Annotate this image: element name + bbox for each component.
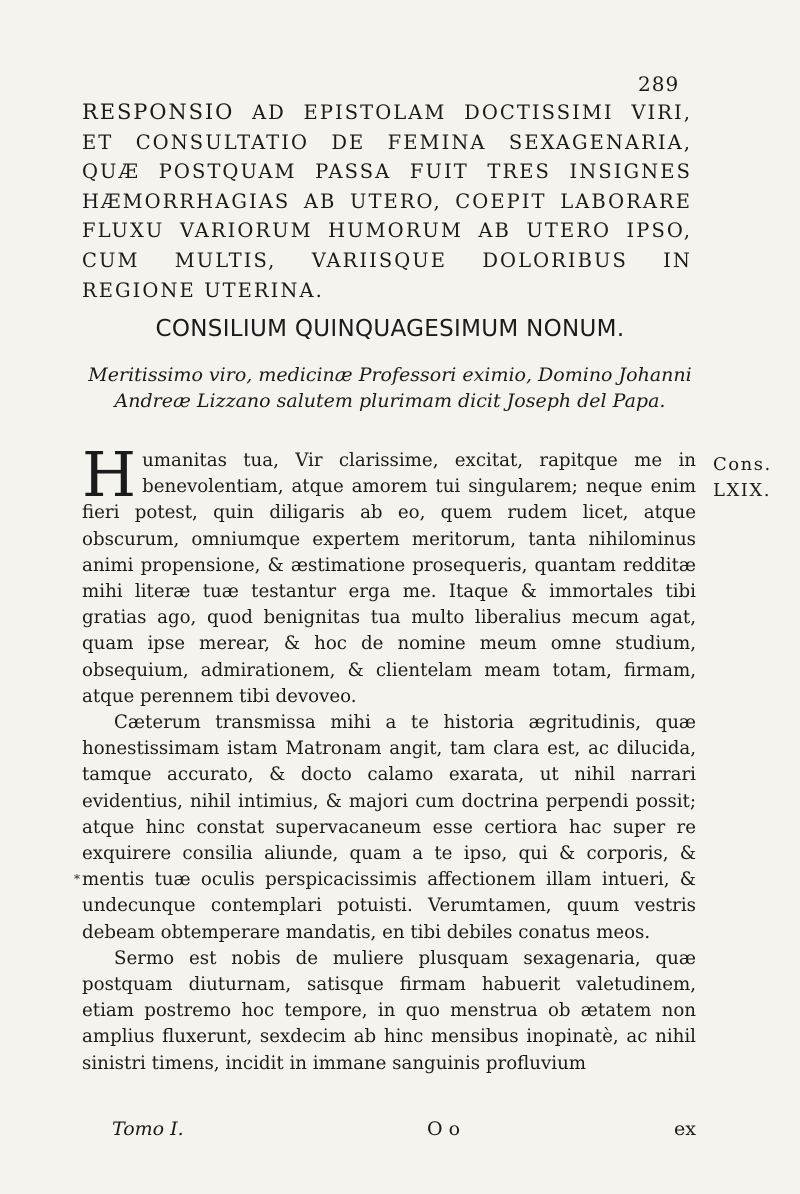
chapter-heading [82,98,692,305]
heading-text: AD EPISTOLAM DOCTISSIMI VIRI, ET CONSULTATIO DE FEMINA SEXAGENARIA, QUÆ POSTQUAM PASSA FUIT TRES INSIGNES HÆMORRHAGIAS AB UTERO, COEPIT LABORARE FLUXU VARIORUM HUMORUM AB UTERO IPSO, CUM MULTIS, VARIISQUE DOLORIBUS IN REGIONE UTERINA. [82,101,692,302]
paragraph-3: Sermo est nobis de muliere plusquam sexagenaria, quæ postquam diuturnam, satisque firmam habuerit valetudinem, etiam postremo hoc tempore, in quo menstrua ob ætatem non amplius fluxerunt, sexdecim ab hinc mensibus inopinatè, ac nihil sinistri timens, incidit in immane sanguinis profluvium [82,947,696,1074]
footer-signature: O o [427,1118,461,1140]
paragraph-1: umanitas tua, Vir clarissime, excitat, rapitque me in benevolentiam, atque amorem tui singularem; neque enim fieri potest, quin diligaris ab eo, quem rudem licet, atque obscurum, omniumque expertem meritorum, tanta nihilominus animi propensione, & æstimatione prosequeris, quantam redditæ mihi literæ tuæ testantur erga me. Itaque & immortales tibi gratias ago, quod benignitas tua multo liberalius mecum agat, quam ipse merear, & hoc de nomine meum omne studium, obsequium, admirationem, & clientelam meam totam, firmam, atque perennem tibi devoveo. [82,450,696,707]
drop-cap: H [82,438,137,511]
page-number: 289 [638,72,680,96]
footer-catchword: ex [674,1118,696,1140]
consilium-title: CONSILIUM QUINQUAGESIMUM NONUM. [155,316,625,342]
heading-first-word: RESPONSIO [82,100,235,124]
paragraph-1-block [82,438,696,710]
stray-mark: * [74,872,80,886]
dedication: Meritissimo viro, medicinæ Professori eximio, Domino Johanni Andreæ Lizzano salutem plurimam dicit Joseph del Papa. [88,364,692,412]
page-footer [82,1118,696,1146]
margin-note: Cons. LXIX. [713,454,772,501]
paragraph-2: Cæterum transmissa mihi a te historia ægritudinis, quæ honestissimam istam Matronam angit, tam clara est, ac dilucida, tamque accurato, & docto calamo exarata, ut nihil narrari evidentius, nihil intimius, & majori cum doctrina perpendi possit; atque hinc constat supervacaneum esse certiora hac super re exquirere consilia aliunde, quam a te ipso, qui & corporis, & mentis tuæ oculis perspicacissimis affectionem illam intueri, & undecunque contemplari potuisti. Verumtamen, quum vestris debeam obtemperare mandatis, en tibi debiles conatus meos. [82,712,696,943]
footer-volume: Tomo I. [112,1118,184,1140]
body-text [82,438,696,1077]
